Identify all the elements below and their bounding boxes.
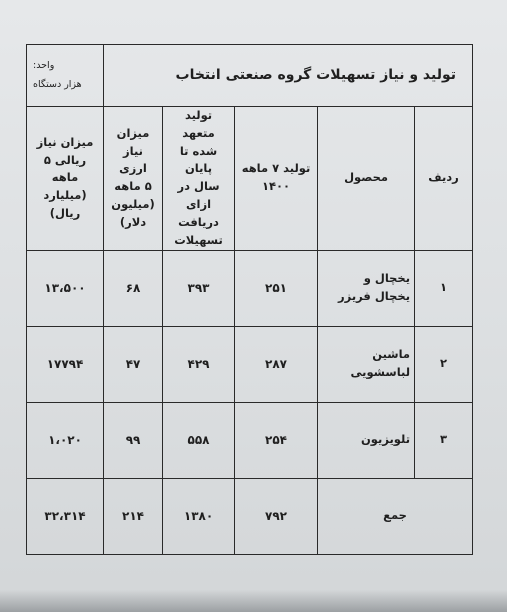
header-row-no: ردیف	[415, 107, 473, 251]
total-production-7m: ۷۹۲	[235, 478, 318, 554]
rial-need-value: ۱،۰۲۰	[27, 402, 104, 478]
rial-need-value: ۱۳،۵۰۰	[27, 250, 104, 326]
fx-need-value: ۶۸	[104, 250, 163, 326]
row-no: ۳	[415, 402, 473, 478]
total-rial-need: ۳۲،۳۱۴	[27, 478, 104, 554]
unit-cell	[27, 45, 104, 107]
product-name: تلویزیون	[318, 402, 415, 478]
header-production-7m: تولید ۷ ماهه ۱۴۰۰	[235, 107, 318, 251]
total-fx-need: ۲۱۴	[104, 478, 163, 554]
total-committed: ۱۳۸۰	[163, 478, 235, 554]
table-title: تولید و نیاز تسهیلات گروه صنعتی انتخاب	[104, 45, 473, 107]
page-shadow	[0, 590, 507, 612]
production-needs-table	[26, 44, 473, 555]
rial-need-value: ۱۷۷۹۴	[27, 326, 104, 402]
production-7m-value: ۲۵۱	[235, 250, 318, 326]
header-fx-need: میزان نیاز ارزی ۵ ماهه (میلیون دلار)	[104, 107, 163, 251]
table-row	[27, 326, 473, 402]
unit-value: هزار دستگاه	[33, 78, 82, 90]
committed-value: ۳۹۳	[163, 250, 235, 326]
product-name: یخچال و یخچال فریزر	[318, 250, 415, 326]
total-label: جمع	[318, 478, 473, 554]
production-7m-value: ۲۸۷	[235, 326, 318, 402]
production-7m-value: ۲۵۴	[235, 402, 318, 478]
row-no: ۲	[415, 326, 473, 402]
fx-need-value: ۹۹	[104, 402, 163, 478]
header-rial-need: میزان نیاز ریالی ۵ ماهه (میلیارد ریال)	[27, 107, 104, 251]
table-row	[27, 402, 473, 478]
header-product: محصول	[318, 107, 415, 251]
unit-label: واحد:	[33, 60, 55, 72]
committed-value: ۴۲۹	[163, 326, 235, 402]
product-name: ماشین لباسشویی	[318, 326, 415, 402]
fx-need-value: ۴۷	[104, 326, 163, 402]
total-row	[27, 478, 473, 554]
row-no: ۱	[415, 250, 473, 326]
committed-value: ۵۵۸	[163, 402, 235, 478]
table-row	[27, 250, 473, 326]
header-committed-production: تولید متعهد شده تا پایان سال در ازای دریافت تسهیلات	[163, 107, 235, 251]
